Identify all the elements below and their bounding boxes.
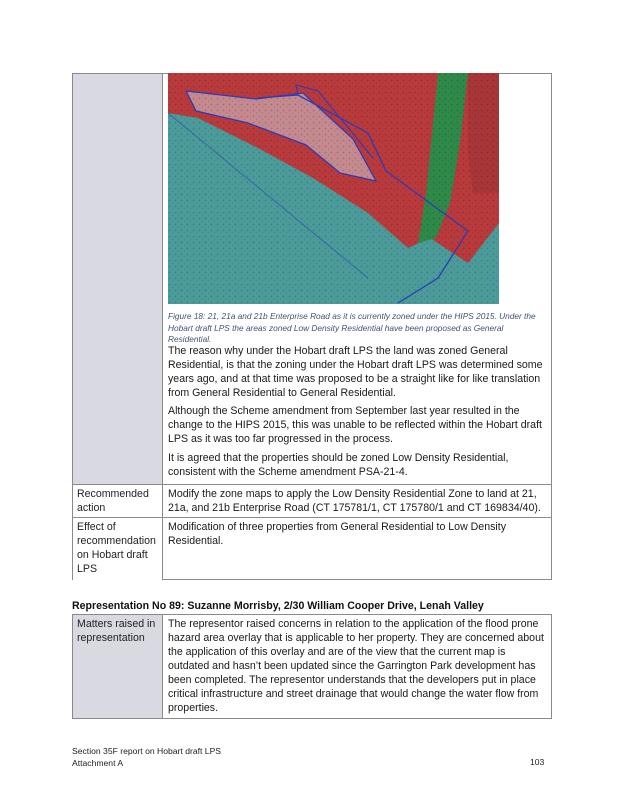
representation-heading: Representation No 89: Suzanne Morrisby, 2/30 William Cooper Drive, Lenah Valley [72,600,484,612]
figure-caption: Figure 18: 21, 21a and 21b Enterprise Road as it is currently zoned under the HIPS 2015. Under the Hobart draft LPS the areas zoned Low Density Residential have been proposed as General Residential. [168,311,536,344]
response-label-cell [73,74,163,484]
effect-text: Modification of three properties from General Residential to Low Density Residential. [168,521,506,547]
paragraph-1: The reason why under the Hobart draft LPS the land was zoned General Residential, is that the zoning under the Hobart draft LPS was determined some years ago, and at that time was proposed to be a straight like for like translation from General Residential to General Residential. [168,345,543,399]
effect-label-cell [73,518,163,580]
page-number: 103 [530,757,545,767]
recommended-action-text: Modify the zone maps to apply the Low Density Residential Zone to land at 21, 21a, and 21b Enterprise Road (CT 175781/1, CT 175780/1 and CT 169834/40). [168,488,541,514]
aerial-texture [168,73,499,304]
zoning-map [168,73,499,304]
matters-label: Matters raised in representation [77,618,156,644]
footer-line-1: Section 35F report on Hobart draft LPS [72,746,222,756]
matters-text: The representor raised concerns in relation to the application of the flood prone hazard area overlay that is applicable to her property. They are concerned about the application of this overlay and are of the view that the current map is outdated and hasn’t been updated since the Garrington Park development has been completed. The representor understands that the developers put in place critical infrastructure and street drainage that would change the water flow from properties. [168,618,544,714]
representation-table [72,614,552,719]
footer-line-2: Attachment A [72,757,124,768]
recommended-action-row [73,485,551,517]
matters-row [73,615,551,718]
recommended-action-label-cell [73,485,163,517]
recommended-action-label: Recommended action [77,488,149,514]
footer [72,746,221,769]
matters-label-cell [73,615,163,718]
effect-label: Effect of recommendation on Hobart draft LPS [77,521,156,575]
effect-row [73,518,551,580]
paragraph-2: Although the Scheme amendment from September last year resulted in the change to the HIPS 2015, this was unable to be reflected within the Hobart draft LPS as it was too far progressed in the process. [168,405,542,445]
paragraph-3: It is agreed that the properties should be zoned Low Density Residential, consistent with the Scheme amendment PSA-21-4. [168,452,509,478]
